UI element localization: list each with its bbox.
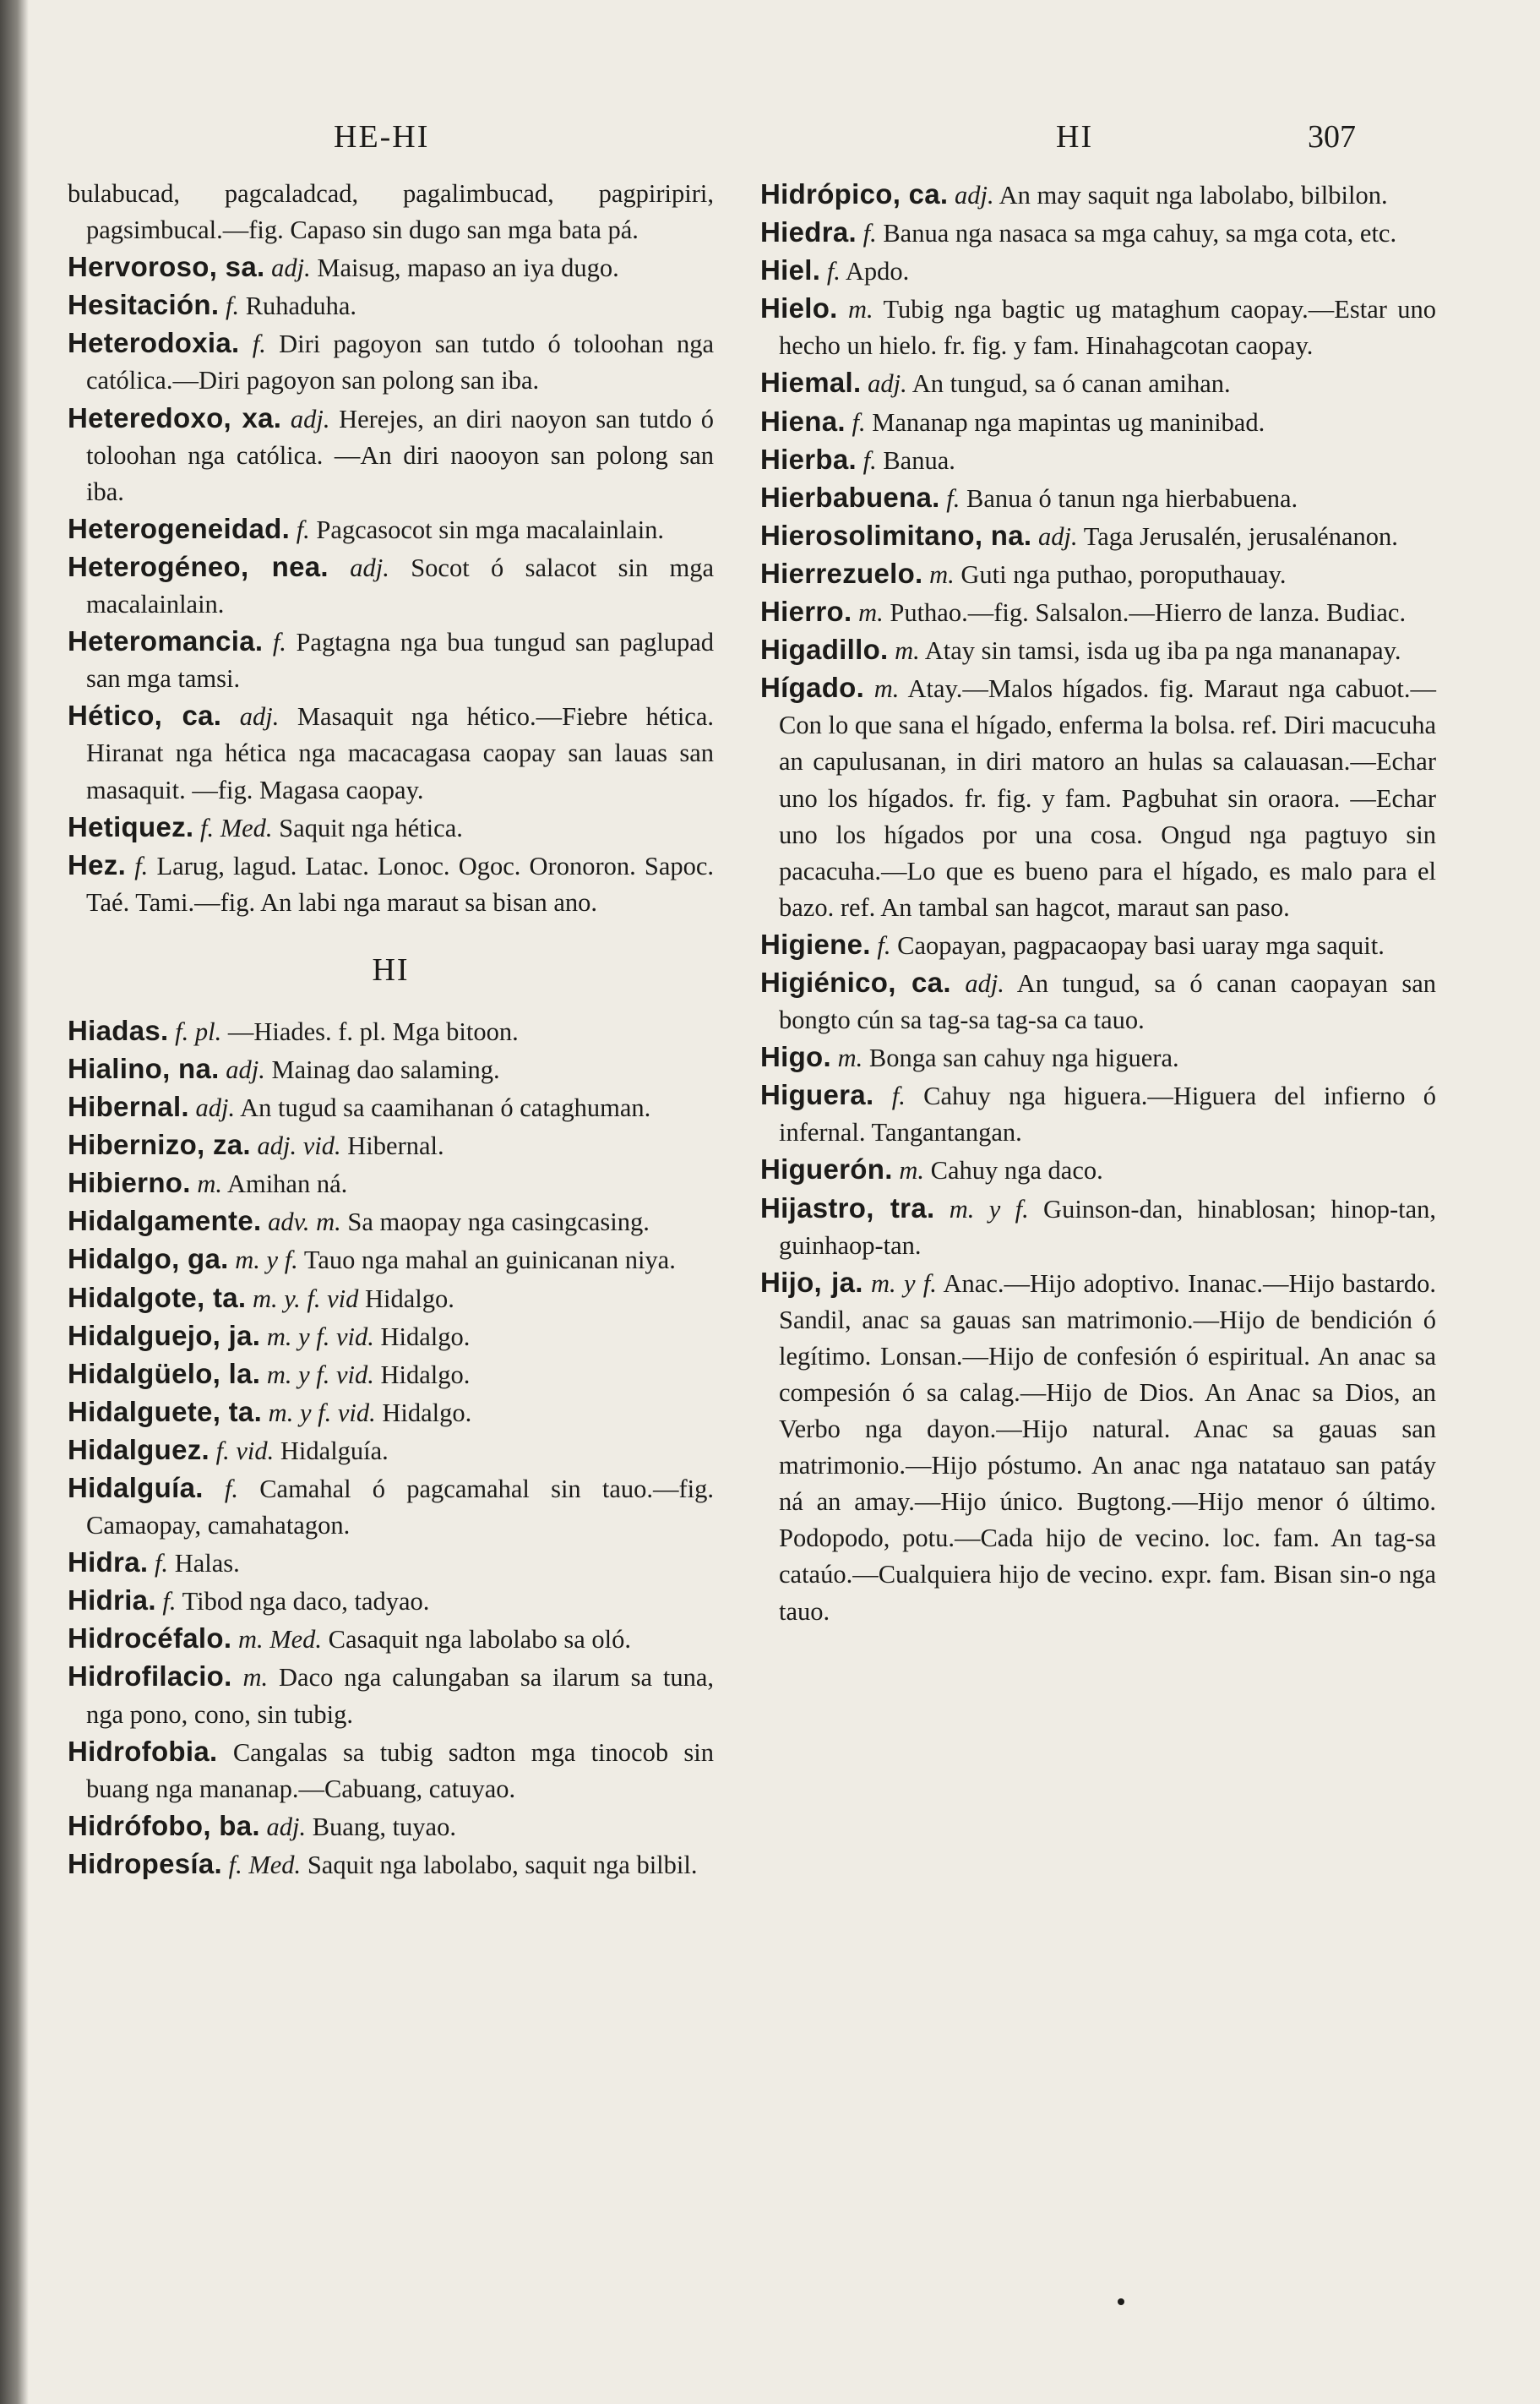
entry-headword: Hesitación.: [68, 289, 220, 321]
entry-definition: Apdo.: [845, 257, 910, 286]
entry-headword: Hibierno.: [68, 1167, 191, 1199]
entry-grammar-abbr: adj.: [195, 1093, 236, 1123]
entry-definition: Tubig nga bagtic ug mataghum caopay.—Estar uno hecho un hielo. fr. fig. y fam. Hinahagcotan caopay.: [779, 295, 1437, 361]
dictionary-entry: [68, 847, 714, 921]
entry-headword: Hetiquez.: [68, 810, 194, 842]
entry-headword: Hervoroso, sa.: [68, 251, 265, 283]
dictionary-entry: [68, 324, 714, 399]
entry-headword: Hierbabuena.: [760, 481, 940, 513]
entry-grammar-abbr: f.: [272, 628, 286, 657]
entry-headword: Hez.: [68, 848, 127, 880]
entry-headword: Hiena.: [760, 405, 846, 437]
entry-headword: Heterogéneo, nea.: [68, 550, 329, 582]
dictionary-entry: [68, 548, 714, 623]
entry-headword: Hidrofilacio.: [68, 1660, 232, 1693]
entry-grammar-abbr: m. y f. vid.: [266, 1322, 374, 1351]
entry-headword: Heterogeneidad.: [68, 512, 291, 544]
dictionary-entry: [760, 964, 1436, 1038]
entry-definition: Amihan ná.: [226, 1169, 348, 1199]
entry-headword: Hiadas.: [68, 1014, 169, 1046]
entry-definition: Puthao.—fig. Salsalon.—Hierro de lanza. Budiac.: [890, 598, 1407, 628]
entry-headword: Hidria.: [68, 1584, 156, 1616]
dictionary-entry: [68, 510, 714, 548]
entry-definition: Bonga san cahuy nga higuera.: [868, 1044, 1179, 1073]
entry-definition: Pagtagna nga bua tungud san paglupad san mga tamsi.: [86, 628, 714, 694]
entry-headword: Hierba.: [760, 443, 857, 475]
entry-headword: Hiedra.: [760, 216, 857, 248]
entry-grammar-abbr: f.: [154, 1549, 169, 1578]
entry-grammar-abbr: f.: [863, 219, 877, 248]
entry-definition: Mananap nga mapintas ug maninibad.: [872, 407, 1265, 437]
entry-headword: Hidrocéfalo.: [68, 1622, 232, 1654]
right-entries: [760, 176, 1436, 1630]
entry-grammar-abbr: adj.: [965, 968, 1004, 998]
entry-headword: Hidalguez.: [68, 1433, 210, 1465]
entry-definition: Hibernal.: [347, 1131, 444, 1161]
dictionary-entry: [68, 1733, 714, 1807]
entry-headword: Hierosolimitano, na.: [760, 519, 1032, 551]
entry-headword: Higadillo.: [760, 634, 889, 666]
entry-grammar-abbr: m.: [837, 1044, 863, 1073]
dictionary-entry: [68, 1126, 714, 1164]
decorative-dot: [1118, 2298, 1124, 2305]
dictionary-entry: [760, 403, 1436, 441]
entry-definition: Daco nga calungaban sa ilarum sa tuna, nga pono, cono, sin tubig.: [86, 1663, 715, 1729]
entry-grammar-abbr: adj.: [226, 1055, 265, 1084]
page-header: [0, 118, 1540, 169]
entry-definition: Masaquit nga hético.—Fiebre hética. Hiranat nga hética nga macacagasa caopay san lauas san masaquit. —fig. Magasa caopay.: [86, 702, 714, 804]
dictionary-entry: [68, 623, 714, 697]
dictionary-entry: [760, 1151, 1436, 1189]
entry-definition: Saquit nga labolabo, saquit nga bilbil.: [307, 1850, 698, 1879]
entry-definition: Taga Jerusalén, jerusalénanon.: [1083, 521, 1398, 551]
dictionary-entry: [760, 593, 1436, 631]
entry-grammar-abbr: f.: [224, 1475, 238, 1503]
dictionary-entry: [760, 555, 1436, 593]
entry-headword: Hidrofobia.: [68, 1735, 218, 1767]
header-right-guideword: HI: [1056, 119, 1094, 155]
dictionary-entry: [760, 631, 1436, 669]
entry-headword: Higuera.: [760, 1079, 874, 1111]
entry-grammar-abbr: f.: [877, 930, 891, 960]
entry-headword: Hierrezuelo.: [760, 557, 923, 589]
entry-grammar-abbr: adj.: [266, 1812, 307, 1841]
entry-grammar-abbr: m.: [197, 1169, 222, 1199]
dictionary-entry: [760, 214, 1436, 252]
entry-headword: Hidalgote, ta.: [68, 1281, 247, 1313]
page-number: 307: [1308, 119, 1356, 155]
entry-definition: Cahuy nga higuera.—Higuera del infierno ó infernal. Tangantangan.: [779, 1082, 1437, 1147]
entry-grammar-abbr: f. vid.: [215, 1436, 275, 1465]
dictionary-entry: [760, 290, 1436, 364]
dictionary-entry: [760, 176, 1436, 214]
dictionary-entry: [68, 1279, 714, 1317]
entry-grammar-abbr: f.: [863, 445, 877, 475]
entry-grammar-abbr: m.: [873, 674, 900, 704]
entry-definition: Diri pagoyon san tutdo ó toloohan nga católica.—Diri pagoyon san polong san iba.: [86, 330, 715, 395]
entry-definition: Sa maopay nga casingcasing.: [347, 1207, 650, 1237]
dictionary-entry: [68, 1845, 714, 1883]
entry-definition: Hidalgo.: [380, 1360, 471, 1389]
header-left-guideword: HE-HI: [334, 119, 430, 155]
dictionary-entry: [68, 1620, 714, 1658]
entry-definition: Atay.—Malos hígados. fig. Maraut nga cabuot.—Con lo que sana el hígado, enferma la bolsa. ref. Diri macucuha an capulusanan, in diri matoro an hulas sa calauasan.—Echar uno los hígados. fr. fig. y fam. Pagbuhat sin oraora. —Echar uno los hígados por una cosa. Ongud nga pagtuyo sin pacacuha.—Lo que es bueno para el hígado, es malo para el bazo. ref. An tambal san hagcot, maraut san paso.: [779, 674, 1437, 922]
entry-headword: Heteredoxo, xa.: [68, 401, 282, 433]
entry-grammar-abbr: f.: [225, 292, 240, 321]
entry-grammar-abbr: adj. vid.: [257, 1131, 341, 1161]
entry-grammar-abbr: m.: [929, 559, 955, 589]
entry-definition: An tungud, sa ó canan amihan.: [911, 369, 1231, 399]
dictionary-entry: [760, 926, 1436, 964]
entry-headword: Higo.: [760, 1041, 831, 1073]
dictionary-entry: [68, 1658, 714, 1732]
entry-definition: Maisug, mapaso an iya dugo.: [317, 253, 619, 283]
entry-grammar-abbr: f.: [134, 851, 149, 880]
entry-definition: Casaquit nga labolabo sa oló.: [328, 1625, 631, 1654]
entry-definition: Socot ó salacot sin mga macalainlain.: [86, 553, 715, 619]
entry-headword: Hidalgüelo, la.: [68, 1357, 261, 1389]
right-column: [760, 176, 1436, 1630]
entry-headword: Hiel.: [760, 254, 821, 286]
entry-grammar-abbr: m.: [858, 598, 884, 628]
entry-headword: Hidrópico, ca.: [760, 178, 949, 210]
entry-headword: Heterodoxia.: [68, 327, 240, 359]
entry-definition: Banua.: [883, 445, 955, 475]
entry-grammar-abbr: m. y f.: [235, 1246, 298, 1275]
entry-headword: Hijo, ja.: [760, 1266, 863, 1298]
dictionary-entry: [68, 1240, 714, 1278]
dictionary-entry: [760, 441, 1436, 479]
entry-headword: Heteromancia.: [68, 625, 264, 657]
dictionary-entry: [68, 1582, 714, 1620]
dictionary-entry: [760, 1038, 1436, 1077]
entry-headword: Hidalgamente.: [68, 1205, 262, 1237]
entry-headword: Higiénico, ca.: [760, 966, 951, 998]
dictionary-entry: [68, 1469, 714, 1544]
entry-grammar-abbr: m. y f. vid.: [268, 1398, 376, 1427]
entry-headword: Hidalguete, ta.: [68, 1395, 263, 1427]
entry-definition: An tugud sa caamihanan ó cataghuman.: [240, 1093, 651, 1123]
entry-definition: Ruhaduha.: [245, 292, 357, 321]
entry-grammar-abbr: f.: [162, 1587, 177, 1616]
entry-grammar-abbr: m. y f.: [949, 1194, 1029, 1224]
entry-definition: Guti nga puthao, poroputhauay.: [960, 559, 1287, 589]
entry-grammar-abbr: adj.: [955, 181, 994, 210]
entry-definition: Larug, lagud. Latac. Lonoc. Ogoc. Oronoron. Sapoc. Taé. Tami.—fig. An labi nga maraut sa bisan ano.: [86, 851, 715, 917]
entry-headword: Hiemal.: [760, 367, 862, 399]
entry-grammar-abbr: m. y f.: [871, 1268, 937, 1298]
continuation-text: bulabucad, pagcaladcad, pagalimbucad, pagpiripiri, pagsimbucal.—fig. Capaso sin dugo san mga bata pá.: [68, 179, 714, 245]
left-entries-before-section: [68, 248, 714, 921]
entry-headword: Hidalguía.: [68, 1472, 204, 1503]
entry-grammar-abbr: f.: [252, 330, 266, 359]
entry-headword: Hético, ca.: [68, 700, 222, 732]
entry-grammar-abbr: m. y f. vid.: [266, 1360, 374, 1389]
entry-definition: Anac.—Hijo adoptivo. Inanac.—Hijo bastardo. Sandil, anac sa gauas san matrimonio.—Hijo de bendición ó legítimo. Lonsan.—Hijo de confesión ó espiritual. An anac sa compesión ó sa calag.—Hijo de Dios. An Anac sa Dios, an Verbo nga dayon.—Hijo natural. Anac sa gauas san matrimonio.—Hijo póstumo. An anac nga natatauo san patáy ná an amay.—Hijo único. Bugtong.—Hijo menor ó último. Podopodo, potu.—Cada hijo de vecino. loc. fam. An tag-sa cataúo.—Cualquiera hijo de vecino. expr. fam. Bisan sin-o nga tauo.: [779, 1268, 1436, 1626]
dictionary-entry: [68, 1544, 714, 1582]
entry-headword: Hielo.: [760, 292, 838, 324]
dictionary-entry: [68, 400, 714, 510]
dictionary-entry: [68, 1202, 714, 1240]
entry-grammar-abbr: m. Med.: [237, 1625, 323, 1654]
entry-grammar-abbr: adj.: [350, 553, 389, 582]
entry-headword: Hierro.: [760, 596, 852, 628]
entry-grammar-abbr: f.: [852, 407, 866, 437]
dictionary-entry: [68, 1050, 714, 1088]
dictionary-entry: [760, 1264, 1436, 1630]
entry-definition: Caopayan, pagpacaopay basi uaray mga saquit.: [897, 930, 1385, 960]
entry-definition: Banua nga nasaca sa mga cahuy, sa mga cota, etc.: [883, 219, 1397, 248]
entry-definition: Atay sin tamsi, isda ug iba pa nga mananapay.: [924, 636, 1401, 666]
book-binding-shadow: [0, 0, 29, 2404]
entry-grammar-abbr: f.: [826, 257, 841, 286]
entry-definition: —Hiades. f. pl. Mga bitoon.: [227, 1017, 519, 1046]
dictionary-entry: [760, 364, 1436, 402]
dictionary-entry: [760, 252, 1436, 290]
entry-headword: Hialino, na.: [68, 1052, 220, 1084]
section-heading: HI: [372, 951, 410, 988]
entry-grammar-abbr: m.: [895, 636, 920, 666]
entry-headword: Hidra.: [68, 1546, 149, 1578]
dictionary-entry: [760, 669, 1436, 926]
entry-headword: Hibernizo, za.: [68, 1129, 251, 1161]
entry-definition: An tungud, sa ó canan caopayan san bongto cún sa tag-sa tag-sa ca tauo.: [779, 968, 1436, 1035]
dictionary-entry: [68, 1317, 714, 1355]
entry-grammar-abbr: m.: [848, 295, 873, 324]
dictionary-entry: [760, 479, 1436, 517]
entry-grammar-abbr: f. Med.: [200, 813, 273, 842]
entry-definition: Camahal ó pagcamahal sin tauo.—fig. Camaopay, camahatagon.: [86, 1475, 715, 1540]
entry-headword: Hidalgo, ga.: [68, 1243, 229, 1275]
entry-definition: Herejes, an diri naoyon san tutdo ó toloohan nga católica. —An diri naooyon san polong san iba.: [86, 404, 715, 506]
entry-grammar-abbr: f. pl.: [175, 1017, 222, 1046]
entry-definition: Hidalgo.: [380, 1322, 471, 1351]
entry-definition: Cangalas sa tubig sadton mga tinocob sin buang nga mananap.—Cabuang, catuyao.: [86, 1737, 715, 1803]
entry-grammar-abbr: f. Med.: [228, 1850, 302, 1879]
entry-headword: Higiene.: [760, 928, 871, 960]
entry-definition: Tibod nga daco, tadyao.: [182, 1587, 430, 1616]
entry-grammar-abbr: adj.: [290, 404, 330, 433]
entry-headword: Higuerón.: [760, 1153, 893, 1186]
entry-grammar-abbr: f.: [946, 483, 960, 513]
entry-headword: Hijastro, tra.: [760, 1191, 935, 1224]
entry-grammar-abbr: m.: [242, 1663, 269, 1693]
entry-definition: Hidalguía.: [280, 1436, 389, 1465]
entry-grammar-abbr: f.: [891, 1082, 906, 1111]
dictionary-entry: [68, 1393, 714, 1431]
dictionary-entry: [68, 1355, 714, 1393]
dictionary-entry: [68, 1431, 714, 1469]
entry-definition: Mainag dao salaming.: [271, 1055, 500, 1084]
entry-grammar-abbr: adj.: [1038, 521, 1078, 551]
dictionary-entry: [760, 1077, 1436, 1151]
dictionary-entry: [68, 1164, 714, 1202]
entry-grammar-abbr: adj.: [239, 702, 280, 732]
dictionary-entry: [68, 697, 714, 808]
entry-definition: Tauo nga mahal an guinicanan niya.: [303, 1246, 676, 1275]
entry-definition: Saquit nga hética.: [279, 813, 463, 842]
entry-definition: Halas.: [174, 1549, 240, 1578]
left-column: [68, 176, 714, 1883]
entry-grammar-abbr: adj.: [271, 253, 311, 283]
entry-grammar-abbr: adv. m.: [268, 1207, 341, 1237]
entry-grammar-abbr: f.: [296, 515, 310, 544]
entry-definition: Guinson-dan, hinablosan; hinop-tan, guinhaop-tan.: [779, 1194, 1437, 1260]
dictionary-entry: [68, 1012, 714, 1050]
entry-headword: Hidrófobo, ba.: [68, 1809, 260, 1841]
entry-headword: Hígado.: [760, 672, 865, 704]
entry-headword: Hibernal.: [68, 1091, 189, 1123]
dictionary-entry: [68, 1807, 714, 1845]
dictionary-entry: [68, 809, 714, 847]
entry-grammar-abbr: m. y. f. vid: [253, 1284, 359, 1313]
entry-headword: Hidropesía.: [68, 1847, 223, 1879]
dictionary-entry: [68, 1088, 714, 1126]
dictionary-entry: [760, 517, 1436, 555]
entry-definition: An may saquit nga labolabo, bilbilon.: [999, 181, 1388, 210]
entry-grammar-abbr: m.: [899, 1156, 924, 1186]
entry-grammar-abbr: adj.: [868, 369, 907, 399]
dictionary-entry: [68, 286, 714, 324]
dictionary-entry: [68, 248, 714, 286]
entry-definition: Buang, tuyao.: [312, 1812, 456, 1841]
entry-headword: Hidalguejo, ja.: [68, 1319, 261, 1351]
entry-definition: Hidalgo.: [365, 1284, 454, 1313]
entry-definition: Pagcasocot sin mga macalainlain.: [316, 515, 665, 544]
left-entries-after-section: [68, 1012, 714, 1883]
dictionary-entry: [760, 1190, 1436, 1264]
entry-definition: Banua ó tanun nga hierbabuena.: [966, 483, 1298, 513]
entry-definition: Cahuy nga daco.: [930, 1156, 1103, 1186]
entry-definition: Hidalgo.: [382, 1398, 472, 1427]
